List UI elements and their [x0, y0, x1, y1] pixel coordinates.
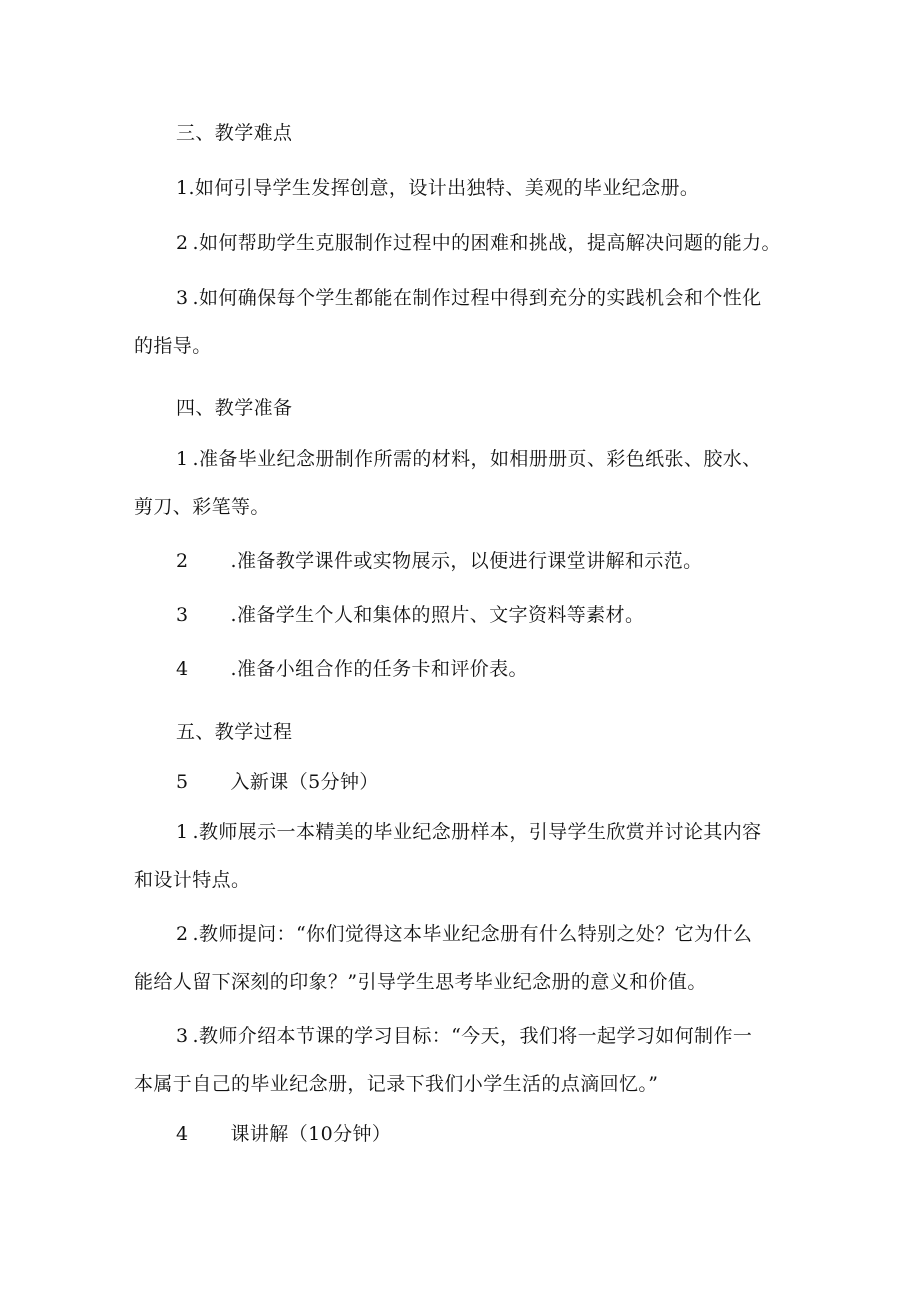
difficulty-item-3: [176, 286, 762, 310]
item-text: .如何帮助学生克服制作过程中的困难和挑战，提高解决问题的能力。: [192, 232, 781, 254]
item-text: 入新课（5分钟）: [230, 771, 379, 793]
item-number: 5: [176, 771, 189, 793]
item-number: 3: [176, 1025, 189, 1047]
process-item-1-continuation: 和设计特点。: [134, 869, 251, 891]
item-text: .教师提问：“你们觉得这本毕业纪念册有什么特别之处？它为什么: [192, 923, 753, 945]
item-text: .准备学生个人和集体的照片、文字资料等素材。: [230, 604, 645, 626]
item-number: 4: [176, 1123, 189, 1145]
preparation-item-2: [176, 549, 703, 573]
process-item-3: [176, 1024, 752, 1048]
process-subheading-lecture: [176, 1122, 391, 1146]
preparation-item-3: [176, 603, 644, 627]
section-heading-preparation: 四、教学准备: [176, 397, 293, 419]
preparation-item-1-continuation: 剪刀、彩笔等。: [134, 496, 270, 518]
item-number: 2: [176, 923, 189, 945]
item-text: .准备毕业纪念册制作所需的材料，如相册册页、彩色纸张、胶水、: [192, 448, 762, 470]
item-number: 1: [176, 821, 189, 843]
process-item-2: [176, 922, 752, 946]
item-text: 课讲解（10分钟）: [230, 1123, 392, 1145]
item-number: 2: [176, 232, 189, 254]
item-text: .教师介绍本节课的学习目标：“今天，我们将一起学习如何制作一: [192, 1025, 753, 1047]
item-number: 3: [176, 287, 189, 309]
item-number: 2: [176, 550, 189, 572]
preparation-item-4: [176, 657, 528, 681]
difficulty-item-3-continuation: 的指导。: [134, 335, 212, 357]
process-item-2-continuation: 能给人留下深刻的印象？”引导学生思考毕业纪念册的意义和价值。: [134, 971, 707, 993]
item-number: 4: [176, 658, 189, 680]
process-item-3-continuation: 本属于自己的毕业纪念册，记录下我们小学生活的点滴回忆。”: [134, 1073, 659, 1095]
process-subheading-intro: [176, 770, 379, 794]
section-heading-difficulties: 三、教学难点: [176, 122, 293, 144]
item-text: .教师展示一本精美的毕业纪念册样本，引导学生欣赏并讨论其内容: [192, 821, 762, 843]
preparation-item-1: [176, 447, 762, 471]
difficulty-item-2: [176, 231, 781, 255]
item-number: 3: [176, 604, 189, 626]
item-text: .准备教学课件或实物展示，以便进行课堂讲解和示范。: [230, 550, 703, 572]
process-item-1: [176, 820, 762, 844]
item-text: .准备小组合作的任务卡和评价表。: [230, 658, 528, 680]
item-number: 1: [176, 448, 189, 470]
item-text: .如何确保每个学生都能在制作过程中得到充分的实践机会和个性化: [192, 287, 762, 309]
section-heading-process: 五、教学过程: [176, 721, 293, 743]
difficulty-item-1: 1.如何引导学生发挥创意，设计出独特、美观的毕业纪念册。: [176, 177, 700, 199]
